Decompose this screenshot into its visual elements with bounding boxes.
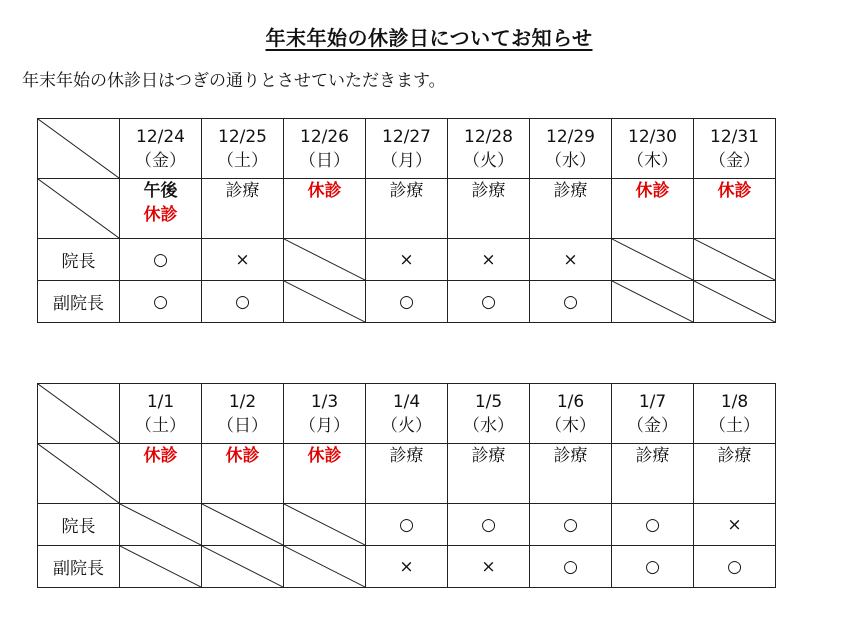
status-cell bbox=[120, 444, 202, 504]
date-cell bbox=[202, 384, 284, 444]
status-text: 診療 bbox=[471, 181, 506, 201]
status-text: 休診 bbox=[225, 446, 260, 466]
date-text: 1/1 bbox=[146, 391, 175, 412]
diagonal-slash bbox=[284, 239, 365, 280]
diagonal-slash bbox=[694, 239, 775, 280]
availability-cell bbox=[530, 239, 612, 281]
weekday-text: （水） bbox=[463, 415, 514, 436]
date-text: 12/27 bbox=[382, 126, 431, 147]
date-cell bbox=[530, 384, 612, 444]
diagonal-slash bbox=[38, 444, 119, 503]
date-cell bbox=[284, 119, 366, 179]
schedule-table-year-end bbox=[37, 118, 776, 323]
closed-cell bbox=[694, 239, 776, 281]
date-text: 12/26 bbox=[300, 126, 349, 147]
weekday-text: （木） bbox=[545, 415, 596, 436]
availability-mark: × bbox=[481, 249, 496, 270]
diagonal-slash bbox=[120, 546, 201, 587]
date-text: 1/8 bbox=[720, 391, 749, 412]
closed-cell bbox=[612, 281, 694, 323]
diagonal-slash bbox=[694, 281, 775, 322]
weekday-text: （金） bbox=[627, 415, 678, 436]
availability-mark: × bbox=[399, 249, 414, 270]
availability-cell bbox=[530, 504, 612, 546]
date-cell bbox=[366, 384, 448, 444]
availability-cell bbox=[530, 281, 612, 323]
date-cell bbox=[448, 119, 530, 179]
status-text: 休診 bbox=[307, 446, 342, 466]
closed-cell bbox=[284, 281, 366, 323]
date-text: 12/24 bbox=[136, 126, 185, 147]
date-cell bbox=[448, 384, 530, 444]
status-text: 診療 bbox=[717, 446, 752, 466]
weekday-text: （火） bbox=[381, 415, 432, 436]
date-text: 1/2 bbox=[228, 391, 257, 412]
date-cell bbox=[202, 119, 284, 179]
weekday-text: （日） bbox=[217, 415, 268, 436]
status-text: 休診 bbox=[143, 446, 178, 466]
intro-text: 年末年始の休診日はつぎの通りとさせていただきます。 bbox=[22, 71, 446, 91]
weekday-text: （金） bbox=[135, 150, 186, 171]
date-cell bbox=[694, 384, 776, 444]
availability-mark: ○ bbox=[563, 514, 578, 535]
status-text: 休診 bbox=[143, 205, 178, 225]
closed-cell bbox=[202, 504, 284, 546]
availability-cell bbox=[694, 504, 776, 546]
status-cell bbox=[366, 444, 448, 504]
availability-mark: ○ bbox=[645, 514, 660, 535]
status-text: 休診 bbox=[717, 181, 752, 201]
availability-cell bbox=[530, 546, 612, 588]
closed-cell bbox=[284, 239, 366, 281]
weekday-text: （木） bbox=[627, 150, 678, 171]
availability-cell bbox=[448, 239, 530, 281]
diagonal-slash bbox=[120, 504, 201, 545]
availability-cell bbox=[366, 504, 448, 546]
schedule-table-new-year bbox=[37, 383, 776, 588]
diagonal-slash bbox=[284, 546, 365, 587]
status-corner-cell bbox=[38, 444, 120, 504]
date-text: 1/7 bbox=[638, 391, 667, 412]
diagonal-slash bbox=[284, 281, 365, 322]
closed-cell bbox=[694, 281, 776, 323]
date-cell bbox=[120, 119, 202, 179]
status-text: 診療 bbox=[225, 181, 260, 201]
status-cell bbox=[448, 444, 530, 504]
diagonal-slash bbox=[284, 504, 365, 545]
status-cell bbox=[530, 179, 612, 239]
availability-cell bbox=[366, 546, 448, 588]
weekday-text: （金） bbox=[709, 150, 760, 171]
vice-director-row bbox=[38, 546, 776, 588]
weekday-text: （日） bbox=[299, 150, 350, 171]
diagonal-slash bbox=[612, 281, 693, 322]
status-cell bbox=[202, 179, 284, 239]
date-text: 1/3 bbox=[310, 391, 339, 412]
availability-cell bbox=[612, 546, 694, 588]
closed-cell bbox=[202, 546, 284, 588]
header-corner-cell bbox=[38, 119, 120, 179]
availability-cell bbox=[366, 239, 448, 281]
status-text: 診療 bbox=[635, 446, 670, 466]
weekday-text: （月） bbox=[299, 415, 350, 436]
availability-cell bbox=[448, 281, 530, 323]
status-text: 診療 bbox=[553, 446, 588, 466]
status-cell bbox=[530, 444, 612, 504]
status-cell bbox=[284, 179, 366, 239]
weekday-text: （水） bbox=[545, 150, 596, 171]
status-cell bbox=[284, 444, 366, 504]
header-corner-cell bbox=[38, 384, 120, 444]
date-cell bbox=[120, 384, 202, 444]
availability-mark: ○ bbox=[153, 291, 168, 312]
closed-cell bbox=[120, 504, 202, 546]
availability-cell bbox=[694, 546, 776, 588]
date-row bbox=[38, 119, 776, 179]
status-cell bbox=[694, 444, 776, 504]
status-text: 休診 bbox=[307, 181, 342, 201]
date-cell bbox=[366, 119, 448, 179]
row-label: 院長 bbox=[38, 504, 120, 546]
availability-mark: × bbox=[727, 514, 742, 535]
availability-cell bbox=[120, 239, 202, 281]
diagonal-slash bbox=[38, 119, 119, 178]
date-text: 1/4 bbox=[392, 391, 421, 412]
status-cell bbox=[202, 444, 284, 504]
availability-mark: ○ bbox=[727, 556, 742, 577]
availability-cell bbox=[612, 504, 694, 546]
weekday-text: （土） bbox=[135, 415, 186, 436]
date-row bbox=[38, 384, 776, 444]
vice-director-row bbox=[38, 281, 776, 323]
page-title bbox=[0, 22, 858, 51]
availability-mark: ○ bbox=[481, 291, 496, 312]
weekday-text: （土） bbox=[709, 415, 760, 436]
date-cell bbox=[284, 384, 366, 444]
status-row bbox=[38, 179, 776, 239]
date-text: 12/28 bbox=[464, 126, 513, 147]
status-text: 休診 bbox=[635, 181, 670, 201]
status-row bbox=[38, 444, 776, 504]
weekday-text: （土） bbox=[217, 150, 268, 171]
availability-mark: ○ bbox=[563, 556, 578, 577]
diagonal-slash bbox=[612, 239, 693, 280]
status-text: 診療 bbox=[471, 446, 506, 466]
availability-mark: × bbox=[235, 249, 250, 270]
date-cell bbox=[530, 119, 612, 179]
status-cell bbox=[448, 179, 530, 239]
availability-mark: × bbox=[399, 556, 414, 577]
status-corner-cell bbox=[38, 179, 120, 239]
closed-cell bbox=[284, 546, 366, 588]
status-cell bbox=[694, 179, 776, 239]
availability-mark: ○ bbox=[153, 249, 168, 270]
closed-cell bbox=[120, 546, 202, 588]
page-title-text: 年末年始の休診日についてお知らせ bbox=[265, 26, 593, 50]
date-text: 12/25 bbox=[218, 126, 267, 147]
diagonal-slash bbox=[38, 384, 119, 443]
row-label: 副院長 bbox=[38, 281, 120, 323]
availability-cell bbox=[120, 281, 202, 323]
status-cell bbox=[612, 444, 694, 504]
availability-mark: × bbox=[481, 556, 496, 577]
date-cell bbox=[612, 119, 694, 179]
weekday-text: （火） bbox=[463, 150, 514, 171]
director-row bbox=[38, 504, 776, 546]
date-cell bbox=[694, 119, 776, 179]
availability-mark: ○ bbox=[645, 556, 660, 577]
row-label: 院長 bbox=[38, 239, 120, 281]
date-cell bbox=[612, 384, 694, 444]
availability-cell bbox=[202, 281, 284, 323]
availability-cell bbox=[448, 546, 530, 588]
diagonal-slash bbox=[38, 179, 119, 238]
weekday-text: （月） bbox=[381, 150, 432, 171]
date-text: 12/29 bbox=[546, 126, 595, 147]
availability-cell bbox=[448, 504, 530, 546]
availability-mark: × bbox=[563, 249, 578, 270]
diagonal-slash bbox=[202, 504, 283, 545]
row-label: 副院長 bbox=[38, 546, 120, 588]
status-cell bbox=[366, 179, 448, 239]
status-text: 診療 bbox=[389, 446, 424, 466]
date-text: 1/6 bbox=[556, 391, 585, 412]
availability-cell bbox=[366, 281, 448, 323]
availability-cell bbox=[202, 239, 284, 281]
director-row bbox=[38, 239, 776, 281]
status-text: 診療 bbox=[389, 181, 424, 201]
date-text: 1/5 bbox=[474, 391, 503, 412]
status-text: 午後 bbox=[143, 181, 178, 201]
closed-cell bbox=[612, 239, 694, 281]
availability-mark: ○ bbox=[399, 514, 414, 535]
diagonal-slash bbox=[202, 546, 283, 587]
status-cell bbox=[120, 179, 202, 239]
status-text: 診療 bbox=[553, 181, 588, 201]
closed-cell bbox=[284, 504, 366, 546]
availability-mark: ○ bbox=[481, 514, 496, 535]
date-text: 12/30 bbox=[628, 126, 677, 147]
status-cell bbox=[612, 179, 694, 239]
availability-mark: ○ bbox=[235, 291, 250, 312]
date-text: 12/31 bbox=[710, 126, 759, 147]
availability-mark: ○ bbox=[563, 291, 578, 312]
availability-mark: ○ bbox=[399, 291, 414, 312]
